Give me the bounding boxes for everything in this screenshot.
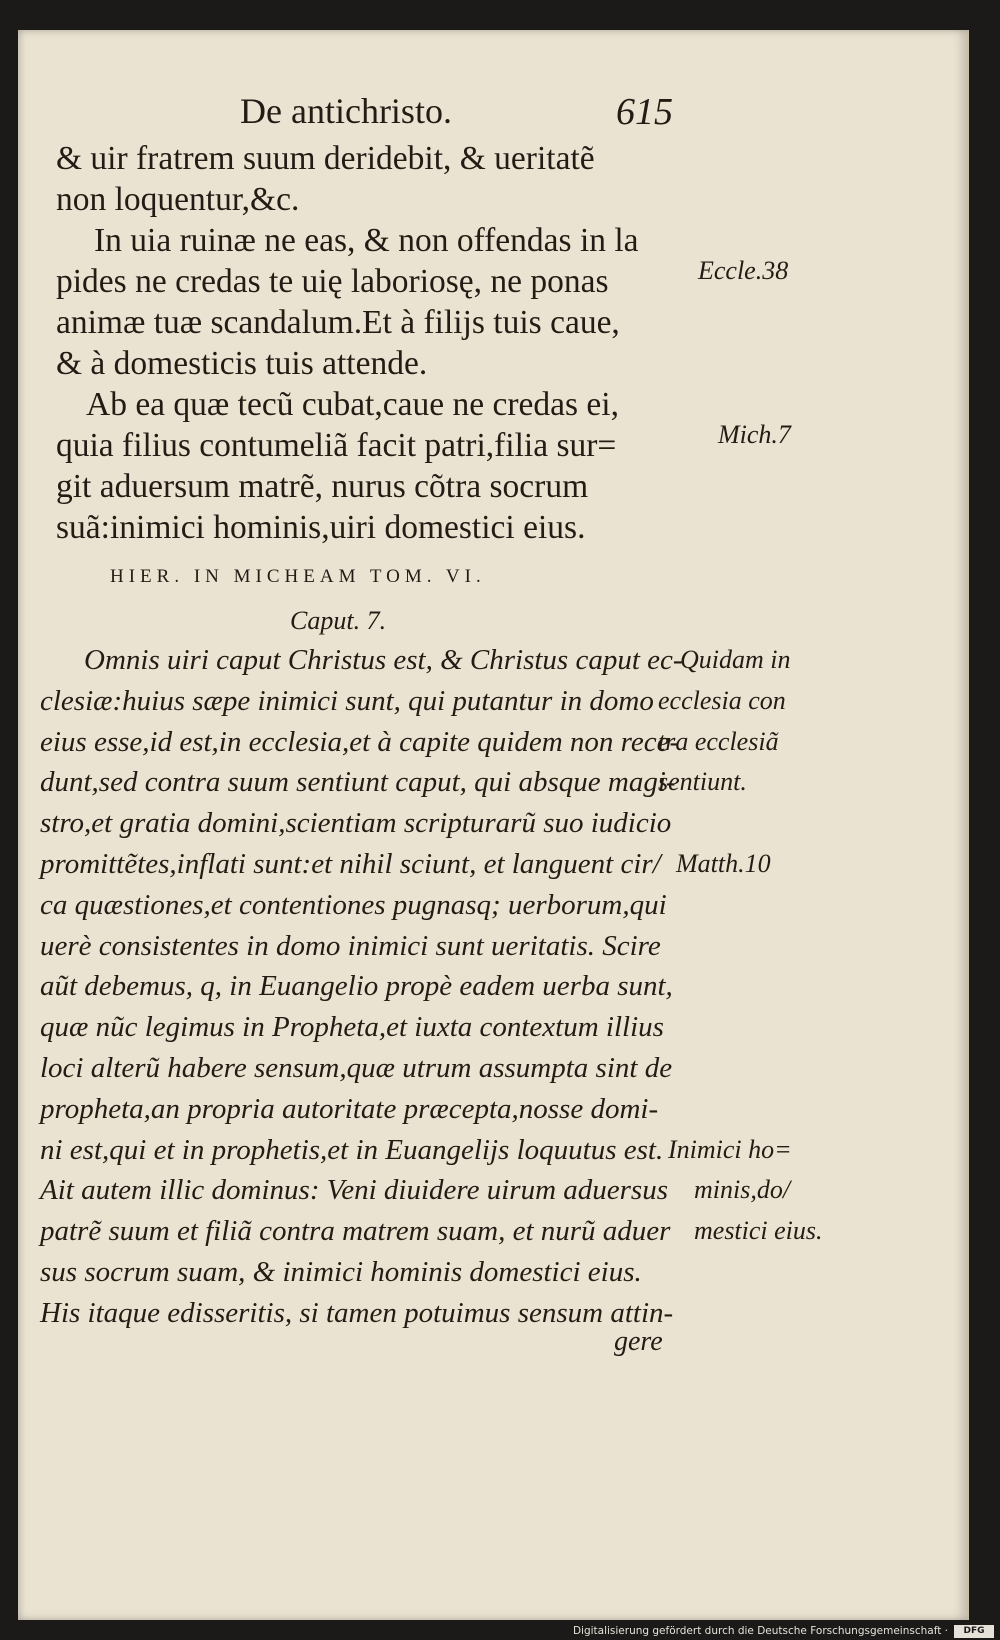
digitization-credit: Digitalisierung gefördert durch die Deutsche Forschungsgemeinschaft · [572,1625,948,1637]
text-line: suã:inimici hominis,uiri domestici eius. [56,509,586,546]
roman-text-block [56,138,696,548]
side-note: Matth.10 [676,848,771,878]
side-note [658,1007,858,1048]
text-line: & à domesticis tuis attende. [56,345,428,382]
side-note: tra ecclesiã [658,726,779,756]
side-note [658,803,858,844]
text-line: aũt debemus, q, in Euangelio propè eadem uerba sunt, [40,970,673,1003]
text-line: patrẽ suum et filiã contra matrem suam, et nurũ aduer [40,1215,671,1248]
book-page [18,30,969,1620]
side-note [658,1048,858,1089]
caput-heading: Caput. 7. [290,606,387,635]
italic-text-block [40,640,683,1334]
text-line: propheta,an propria autoritate præcepta,nosse domi- [40,1092,659,1125]
text-line: non loquentur,&c. [56,181,300,218]
side-notes-column [658,640,858,1252]
text-line: ni est,qui et in prophetis,et in Euangelijs loquutus est. [40,1133,664,1166]
page-number: 615 [616,91,673,133]
text-line: ca quæstiones,et contentiones pugnasq; uerborum,qui [40,888,667,921]
text-line: His itaque edisseritis, si tamen potuimus sensum attin- [40,1296,674,1329]
running-title: De antichristo. [240,91,452,131]
text-line: git aduersum matrẽ, nurus cõtra socrum [56,468,589,505]
dfg-logo-icon: DFG [954,1625,994,1638]
text-line: & uir fratrem suum deridebit, & ueritatẽ [56,140,595,177]
side-note: ecclesia con [658,685,786,715]
section-heading: HIER. IN MICHEAM TOM. VI. [110,566,486,587]
side-note [658,966,858,1007]
text-line: sus socrum suam, & inimici hominis domestici eius. [40,1255,642,1288]
text-line: uerè consistentes in domo inimici sunt ueritatis. Scire [40,929,661,962]
text-line: promittẽtes,inflati sunt:et nihil sciunt, et languent cir/ [40,847,661,880]
margin-ref-mich: Mich.7 [718,420,791,449]
text-line: eius esse,id est,in ecclesia,et à capite quidem non rece- [40,725,680,758]
margin-ref-eccle: Eccle.38 [698,256,789,285]
text-line: stro,et gratia domini,scientiam scripturarũ suo iudicio [40,807,672,840]
side-note [658,885,858,926]
text-line: Omnis uiri caput Christus est, & Christus caput ec- [84,644,683,676]
text-line: dunt,sed contra suum sentiunt caput, qui absque magi- [40,766,676,799]
side-note: Quidam in [680,645,791,674]
text-line: animæ tuæ scandalum.Et à filijs tuis caue, [56,304,620,341]
text-line: loci alterũ habere sensum,quæ utrum assumpta sint de [40,1051,673,1084]
text-line: clesiæ:huius sæpe inimici sunt, qui putantur in domo [40,684,654,717]
side-note [658,1089,858,1130]
side-note: sentiunt. [658,767,747,797]
side-note [658,926,858,967]
side-note: Inimici ho= [668,1134,792,1164]
text-line: quæ nũc legimus in Propheta,et iuxta contextum illius [40,1011,664,1044]
text-line: quia filius contumeliã facit patri,filia sur= [56,427,617,464]
text-line: Ab ea quæ tecũ cubat,caue ne credas ei, [86,386,619,423]
side-note: mestici eius. [694,1216,823,1246]
text-line: Ait autem illic dominus: Veni diuidere uirum aduersus [40,1174,669,1207]
side-note: minis,do/ [694,1175,791,1205]
catchword: gere [614,1326,663,1357]
text-line: In uia ruinæ ne eas, & non offendas in la [94,222,639,259]
text-line: pides ne credas te uię laboriosę, ne ponas [56,263,609,300]
